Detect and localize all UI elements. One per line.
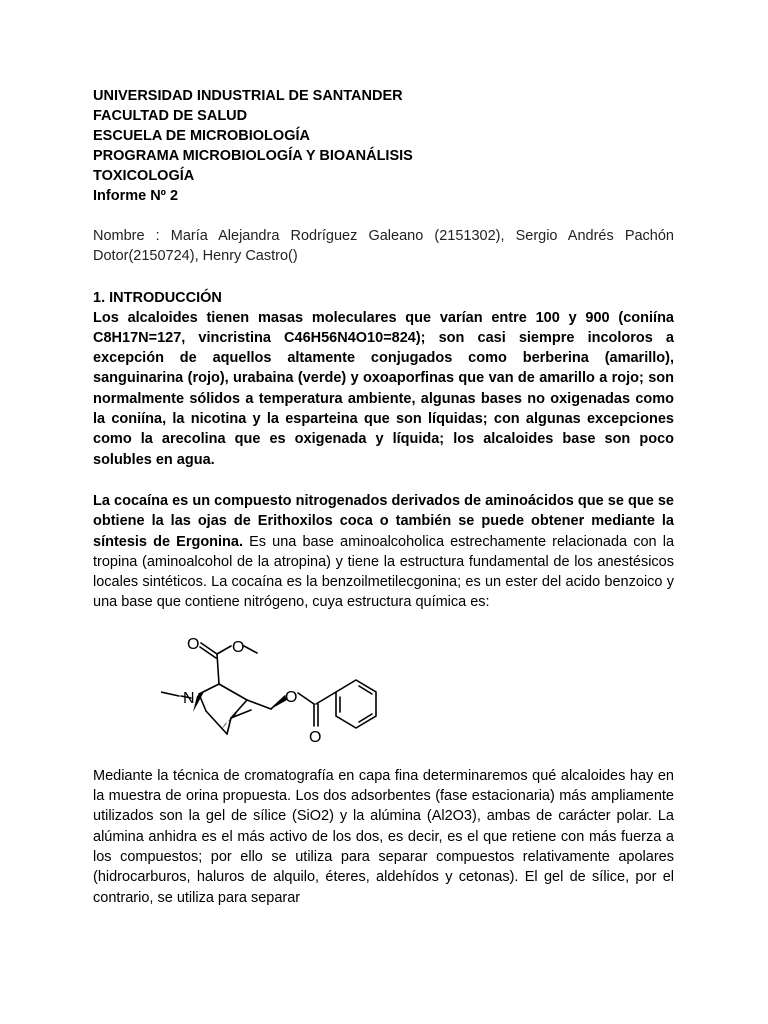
cocaine-structure-diagram (161, 626, 411, 746)
cocaine-structure-figure (161, 626, 411, 746)
paragraph-2-regular-text: Es una base aminoalcoholica estrechamente relacionada con la tropina (aminoalcohol de la atropina) y tiene la estructura fundamental de los anestésicos locales sintéticos. La cocaína es la benzoilmetilecgonina; es un ester del acido benzoico y una base que contiene nitrógeno, cuya estructura química es: (93, 533, 675, 611)
intro-paragraph-1: Los alcaloides tienen masas moleculares que varían entre 100 y 900 (coniína C8H17N=127, vincristina C46H56N4O10=824); son casi siempre incoloros a excepción de aquellos altamente conjugados como berberina (amarillo), sanguinarina (rojo), urabaina (verde) y oxoaporfinas que van de amarillo a rojo; son normalmente sólidos a temperatura ambiente, algunas bases no oxigenadas como la coniína, la nicotina y la esparteina que son líquidas; con algunas excepciones como la arecolina que es oxigenada y líquida; los alcaloides base son poco solubles en agua. (93, 309, 674, 468)
report-number: Informe Nº 2 (93, 188, 179, 204)
university-name: UNIVERSIDAD INDUSTRIAL DE SANTANDER (93, 88, 403, 104)
intro-paragraph-2 (93, 491, 674, 613)
carbonyl-oxygen-label: O (187, 635, 200, 653)
faculty-name: FACULTAD DE SALUD (93, 108, 248, 124)
intro-paragraph-3: Mediante la técnica de cromatografía en capa fina determinaremos qué alcaloides hay en la muestra de orina propuesta. Los dos adsorbentes (fase estacionaria) más ampliamente utilizados son la gel de sílice (SiO2) y la alúmina (Al2O3), ambas de carácter polar. La alúmina anhidra es el más activo de los dos, es decir, es el que retiene con más fuerza a los compuestos; por ello se utiliza para separar compuestos relativamente apolares (hidrocarburos, haluros de alquilo, éteres, aldehídos y cetonas). El gel de sílice, por el contrario, se utiliza para separar (93, 767, 674, 906)
authors-line: Nombre : María Alejandra Rodríguez Galeano (2151302), Sergio Andrés Pachón Dotor(2150724), Henry Castro() (93, 228, 674, 265)
benzoyl-oxygen-label: O (309, 728, 322, 746)
document-page (93, 86, 674, 908)
section-title-introduccion: 1. INTRODUCCIÓN (93, 289, 222, 306)
paragraph-2-bold-text: La cocaína es un compuesto nitrogenados derivados de aminoácidos que se que se obtiene la las ojas de Erithoxilos coca o también se puede obtener mediante la síntesis de Ergonina. (93, 492, 674, 550)
school-name: ESCUELA DE MICROBIOLOGÍA (93, 128, 310, 144)
ester-oxygen-label: O (232, 638, 245, 656)
benzoate-oxygen-label: O (285, 688, 298, 706)
nitrogen-label: N (183, 689, 195, 707)
program-name: PROGRAMA MICROBIOLOGÍA Y BIOANÁLISIS (93, 148, 413, 164)
course-name: TOXICOLOGÍA (93, 168, 195, 184)
